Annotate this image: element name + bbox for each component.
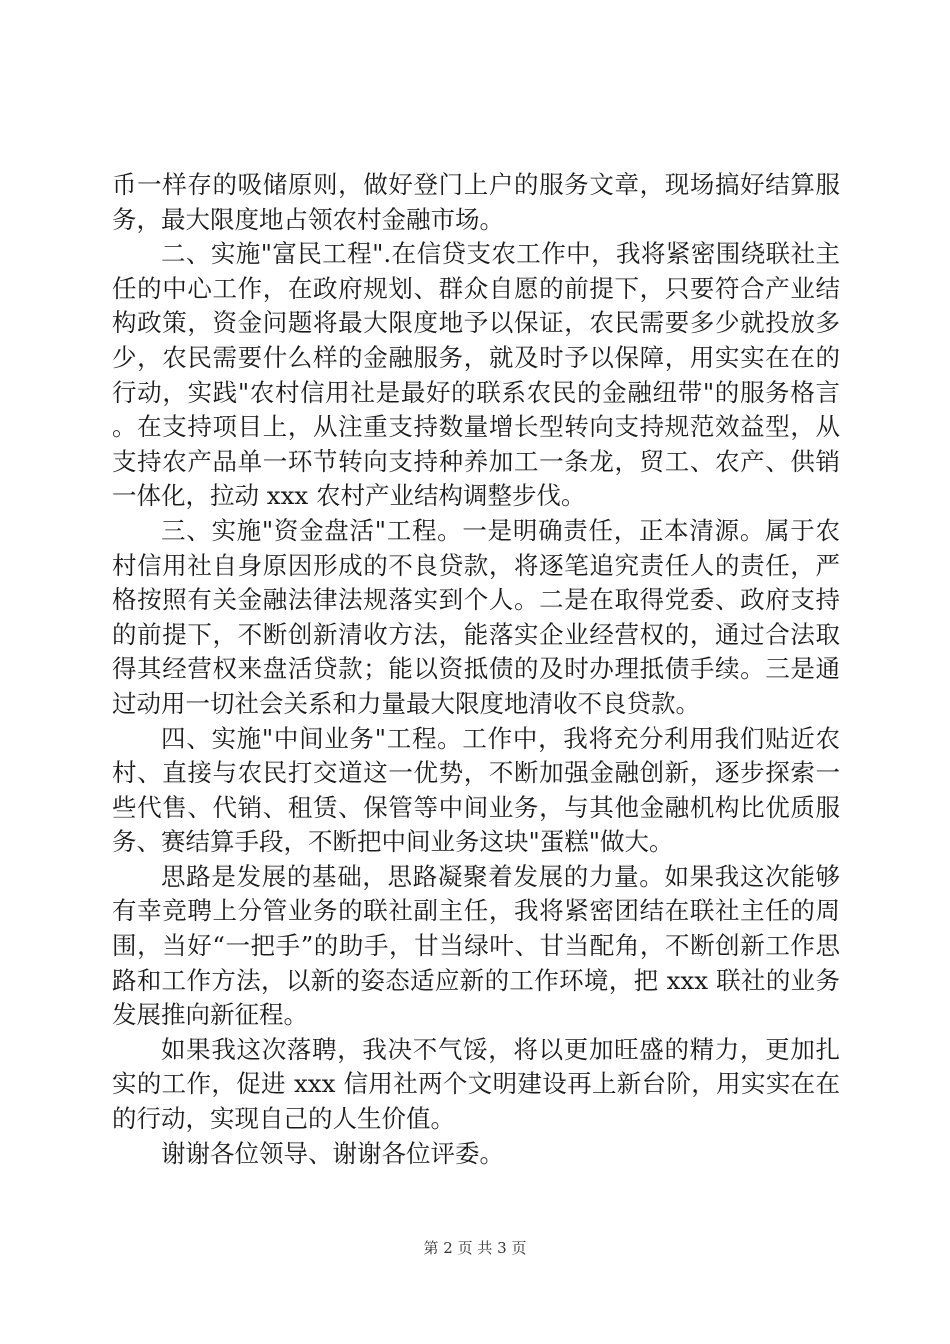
paragraph-intermediary-business: 四、实施"中间业务"工程。工作中，我将充分利用我们贴近农村、直接与农民打交道这一优势，不断加强金融创新，逐步探索一些代售、代销、租赁、保管等中间业务，与其他金融机构比优质服务、赛结算手段，不断把中间业务这块"蛋糕"做大。	[112, 723, 840, 857]
paragraph-if-not-hired: 如果我这次落聘，我决不气馁，将以更加旺盛的精力，更加扎实的工作，促进 xxx 信用社两个文明建设再上新台阶，用实实在在的行动，实现自己的人生价值。	[112, 1034, 840, 1134]
paragraph-rich-people-project: 二、实施"富民工程".在信贷支农工作中，我将紧密围绕联社主任的中心工作，在政府规划、群众自愿的前提下，只要符合产业结构政策，资金问题将最大限度地予以保证，农民需要多少就投放多少，农民需要什么样的金融服务，就及时予以保障，用实实在在的行动，实践"农村信用社是最好的联系农民的金融纽带"的服务格言。在支持项目上，从注重支持数量增长型转向支持规范效益型，从支持农产品单一环节转向支持种养加工一条龙，贸工、农产、供销一体化，拉动 xxx 农村产业结构调整步伐。	[112, 239, 840, 511]
document-body	[112, 168, 840, 1171]
paragraph-capital-revitalization: 三、实施"资金盘活"工程。一是明确责任，正本清源。属于农村信用社自身原因形成的不良贷款，将逐笔追究责任人的责任，严格按照有关金融法律法规落实到个人。二是在取得党委、政府支持的前提下，不断创新清收方法，能落实企业经营权的，通过合法取得其经营权来盘活贷款；能以资抵债的及时办理抵债手续。三是通过动用一切社会关系和力量最大限度地清收不良贷款。	[112, 515, 840, 718]
page-number-footer: 第 2 页 共 3 页	[423, 1239, 527, 1257]
paragraph-thanks: 谢谢各位领导、谢谢各位评委。	[161, 1138, 504, 1168]
paragraph-continuation: 币一样存的吸储原则，做好登门上户的服务文章，现场搞好结算服务，最大限度地占领农村金融市场。	[112, 170, 840, 234]
paragraph-development-thinking: 思路是发展的基础，思路凝聚着发展的力量。如果我这次能够有幸竞聘上分管业务的联社副主任，我将紧密团结在联社主任的周围，当好“一把手”的助手，甘当绿叶、甘当配角，不断创新工作思路和工作方法，以新的姿态适应新的工作环境，把 xxx 联社的业务发展推向新征程。	[112, 861, 840, 1030]
